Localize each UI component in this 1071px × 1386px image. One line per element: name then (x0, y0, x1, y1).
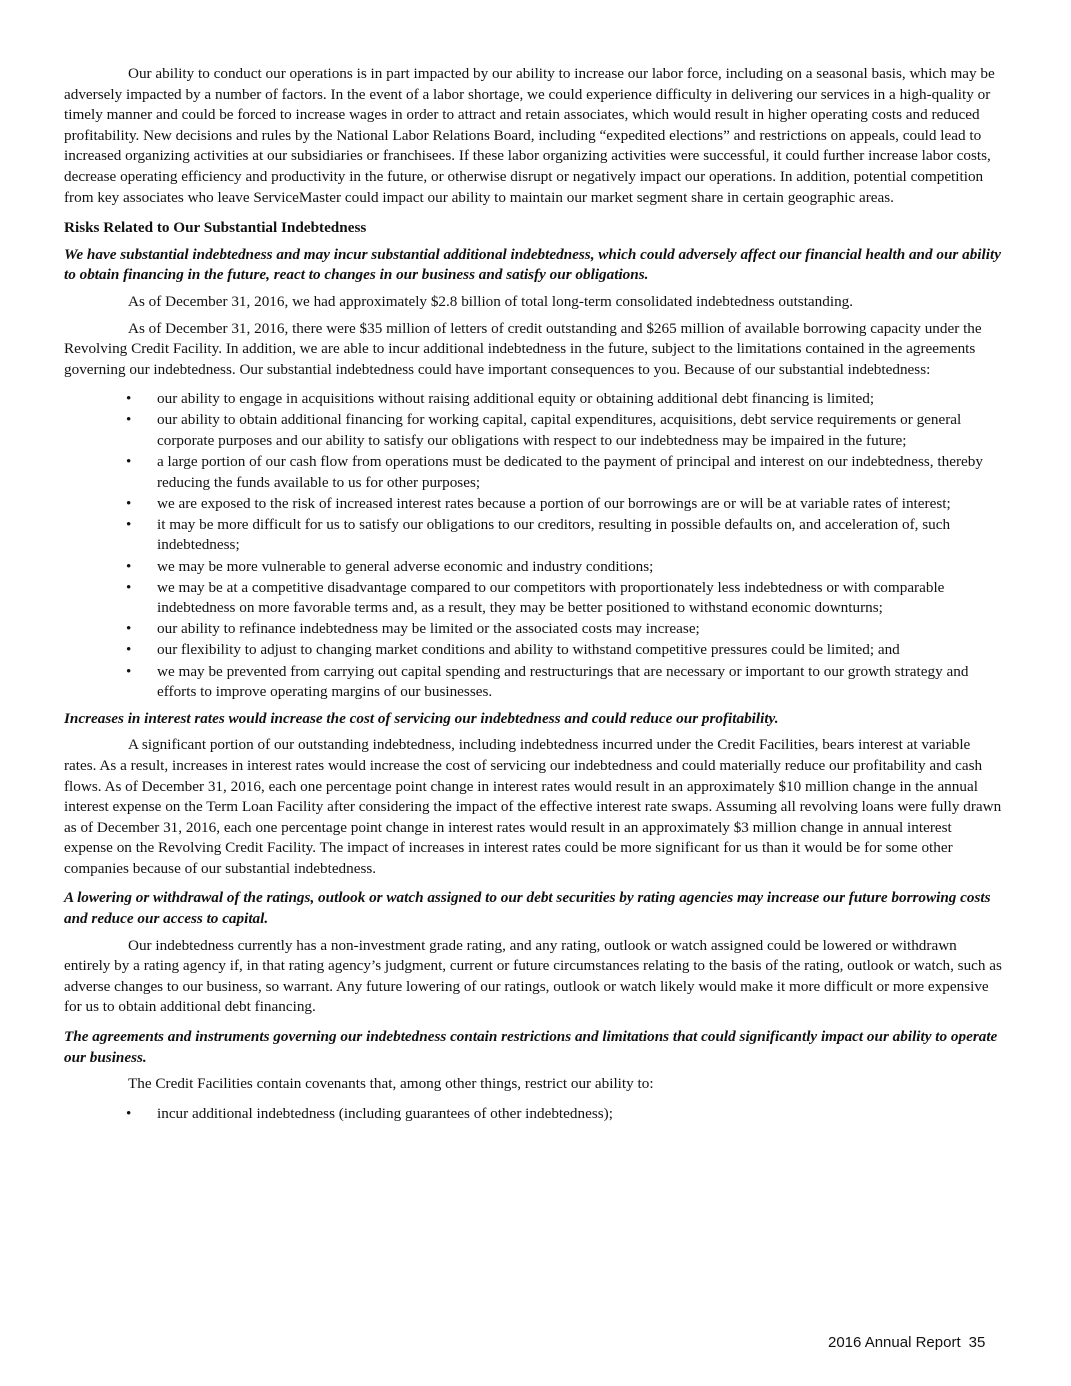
list-item-text: we may be at a competitive disadvantage compared to our competitors with proportionately less indebtedness or with comparable indebtedness on more favorable terms and, as a result, they may be better positioned to withstand economic downturns; (157, 578, 945, 617)
list-item (64, 640, 1004, 661)
bullet-icon: • (126, 641, 132, 659)
list-item-text: we may be prevented from carrying out capital spending and restructurings that are necessary or important to our growth strategy and efforts to improve operating margins of our businesses. (157, 662, 969, 701)
bullet-icon: • (126, 494, 132, 512)
bullet-icon: • (126, 515, 132, 533)
section-heading: Risks Related to Our Substantial Indebtedness (64, 219, 367, 237)
paragraph-interest-rates: A significant portion of our outstanding indebtedness, including indebtedness incurred under the Credit Facilities, bears interest at variable rates. As a result, increases in interest rates would increase the cost of servicing our indebtedness and could materially reduce our profitability and cash flows. As of December 31, 2016, each one percentage point change in interest rates would result in an approximately $10 million change in the annual interest expense on the Term Loan Facility after considering the impact of the effective interest rate swaps. Assuming all revolving loans were fully drawn as of December 31, 2016, each one percentage point change in interest rates would result in an approximately $3 million change in annual interest expense on the Revolving Credit Facility. The impact of increases in interest rates could be more significant for us than it would be for some other companies because of our substantial indebtedness. (64, 736, 1002, 877)
list-item-text: incur additional indebtedness (including guarantees of other indebtedness); (157, 1104, 613, 1122)
list-item (64, 494, 1004, 515)
consequences-bullet-list (64, 389, 1004, 702)
risk-subheading-indebtedness: We have substantial indebtedness and may incur substantial additional indebtedness, which could adversely affect our financial health and our ability to obtain financing in the future, react to changes in our business and satisfy our obligations. (64, 245, 1001, 284)
risk-subheading-ratings: A lowering or withdrawal of the ratings, outlook or watch assigned to our debt securities by rating agencies may increase our future borrowing costs and reduce our access to capital. (64, 889, 991, 928)
bullet-icon: • (126, 557, 132, 575)
page-footer (828, 1334, 985, 1351)
page-number: 35 (968, 1334, 986, 1351)
paragraph-covenants: The Credit Facilities contain covenants that, among other things, restrict our ability to: (128, 1075, 654, 1093)
list-item-text: we are exposed to the risk of increased interest rates because a portion of our borrowings are or will be at variable rates of interest; (157, 494, 951, 512)
list-item (64, 662, 1004, 703)
list-item-text: our ability to refinance indebtedness may be limited or the associated costs may increase; (157, 620, 700, 638)
bullet-icon: • (126, 578, 132, 596)
list-item (64, 410, 1004, 451)
list-item (64, 389, 1004, 410)
list-item-text: our ability to obtain additional financing for working capital, capital expenditures, acquisitions, debt service requirements or general corporate purposes and our ability to satisfy our obligations with respect to our indebtedness may be impaired in the future; (157, 411, 962, 449)
list-item (64, 578, 1004, 619)
covenants-bullet-list (64, 1104, 1004, 1125)
paragraph-ratings: Our indebtedness currently has a non-investment grade rating, and any rating, outlook or watch assigned could be lowered or withdrawn entirely by a rating agency if, in that rating agency’s judgment, current or future circumstances relating to the basis of the rating, outlook or watch, such as adverse changes to our business, so warrant. Any future lowering of our ratings, outlook or watch likely would make it more difficult or more expensive for us to obtain additional debt financing. (64, 936, 1002, 1016)
bullet-icon: • (126, 1104, 132, 1122)
paragraph-letters-of-credit: As of December 31, 2016, there were $35 million of letters of credit outstanding and $265 million of available borrowing capacity under the Revolving Credit Facility. In addition, we are able to incur additional indebtedness in the future, subject to the limitations contained in the agreements governing our indebtedness. Our substantial indebtedness could have important consequences to you. Because of our substantial indebtedness: (64, 319, 982, 378)
paragraph-total-indebtedness: As of December 31, 2016, we had approximately $2.8 billion of total long-term consolidated indebtedness outstanding. (128, 292, 854, 310)
risk-subheading-interest-rates: Increases in interest rates would increase the cost of servicing our indebtedness and could reduce our profitability. (64, 709, 779, 727)
bullet-icon: • (126, 411, 132, 429)
paragraph-labor-force: Our ability to conduct our operations is in part impacted by our ability to increase our labor force, including on a seasonal basis, which may be adversely impacted by a number of factors. In the event of a labor shortage, we could experience difficulty in delivering our services in a high-quality or timely manner and could be forced to increase wages in order to attract and retain associates, which would result in higher operating costs and reduced profitability. New decisions and rules by the National Labor Relations Board, including “expedited elections” and restrictions on appeals, could lead to increased organizing activities at our subsidiaries or franchisees. If these labor organizing activities were successful, it could further increase labor costs, decrease operating efficiency and productivity in the future, or otherwise disrupt or negatively impact our operations. In addition, potential competition from key associates who leave ServiceMaster could impact our ability to maintain our market segment share in certain geographic areas. (64, 65, 995, 206)
bullet-icon: • (126, 453, 132, 471)
list-item (64, 1104, 1004, 1125)
footer-report-label: 2016 Annual Report (828, 1334, 961, 1351)
list-item (64, 619, 1004, 640)
document-body (64, 64, 1004, 1125)
list-item-text: our ability to engage in acquisitions without raising additional equity or obtaining additional debt financing is limited; (157, 390, 875, 408)
risk-subheading-covenants: The agreements and instruments governing our indebtedness contain restrictions and limitations that could significantly impact our ability to operate our business. (64, 1028, 998, 1066)
bullet-icon: • (126, 662, 132, 680)
list-item-text: our flexibility to adjust to changing market conditions and ability to withstand competitive pressures could be limited; and (157, 641, 900, 659)
bullet-icon: • (126, 620, 132, 638)
list-item-text: it may be more difficult for us to satisfy our obligations to our creditors, resulting in possible defaults on, and acceleration of, such indebtedness; (157, 515, 951, 554)
list-item-text: a large portion of our cash flow from operations must be dedicated to the payment of principal and interest on our indebtedness, thereby reducing the funds available to us for other purposes; (157, 453, 983, 491)
list-item (64, 515, 1004, 556)
bullet-icon: • (126, 390, 132, 408)
list-item-text: we may be more vulnerable to general adverse economic and industry conditions; (157, 557, 654, 575)
list-item (64, 452, 1004, 493)
list-item (64, 557, 1004, 578)
